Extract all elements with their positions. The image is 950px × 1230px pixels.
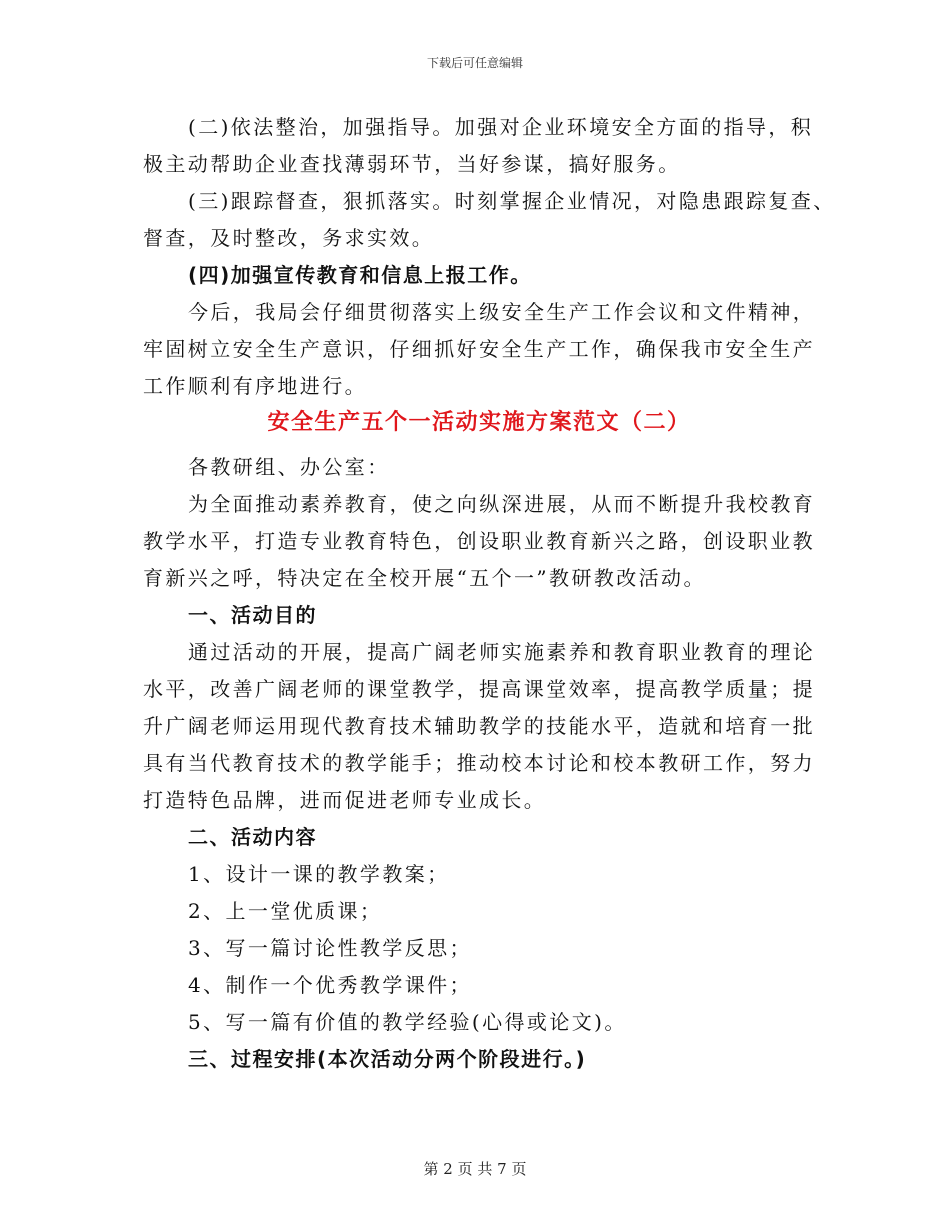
list-item: 5、写一篇有价值的教学经验(心得或论文)。 xyxy=(188,1010,627,1034)
heading-process: 三、过程安排(本次活动分两个阶段进行。) xyxy=(188,1047,587,1071)
paragraph-line: 为全面推动素养教育，使之向纵深进展，从而不断提升我校教育 xyxy=(188,492,816,516)
paragraph-line: 牢固树立安全生产意识，仔细抓好安全生产工作，确保我市安全生产 xyxy=(143,337,815,361)
list-item: 3、写一篇讨论性教学反思； xyxy=(188,936,472,960)
paragraph-line: (三)跟踪督查，狠抓落实。时刻掌握企业情况，对隐患跟踪复查、 xyxy=(188,189,836,213)
paragraph-line: 打造特色品牌，进而促进老师专业成长。 xyxy=(143,788,547,812)
page-footer: 第 2 页 共 7 页 xyxy=(423,1160,527,1178)
paragraph-line: 今后，我局会仔细贯彻落实上级安全生产工作会议和文件精神， xyxy=(188,300,816,324)
paragraph-line: (二)依法整治，加强指导。加强对企业环境安全方面的指导，积 xyxy=(188,115,814,139)
page-header: 下载后可任意编辑 xyxy=(426,56,523,70)
paragraph-line: 工作顺利有序地进行。 xyxy=(143,374,367,398)
heading-content: 二、活动内容 xyxy=(188,825,317,849)
subheading: (四)加强宣传教育和信息上报工作。 xyxy=(188,263,532,287)
paragraph-line: 升广阔老师运用现代教育技术辅助教学的技能水平，造就和培育一批 xyxy=(143,714,815,738)
paragraph-line: 极主动帮助企业查找薄弱环节，当好参谋，搞好服务。 xyxy=(143,152,681,176)
paragraph-line: 督查，及时整改，务求实效。 xyxy=(143,226,435,250)
paragraph-line: 具有当代教育技术的教学能手；推动校本讨论和校本教研工作，努力 xyxy=(143,751,815,775)
addressee: 各教研组、办公室： xyxy=(188,455,390,479)
section-title: 安全生产五个一活动实施方案范文（二） xyxy=(267,410,691,435)
paragraph-line: 通过活动的开展，提高广阔老师实施素养和教育职业教育的理论 xyxy=(188,640,816,664)
heading-goal: 一、活动目的 xyxy=(188,603,317,627)
list-item: 4、制作一个优秀教学课件； xyxy=(188,973,472,997)
paragraph-line: 育新兴之呼，特决定在全校开展“五个一”教研教改活动。 xyxy=(143,566,706,590)
list-item: 1、设计一课的教学教案； xyxy=(188,862,450,886)
paragraph-line: 教学水平，打造专业教育特色，创设职业教育新兴之路，创设职业教 xyxy=(143,529,815,553)
list-item: 2、上一堂优质课； xyxy=(188,899,383,923)
paragraph-line: 水平，改善广阔老师的课堂教学，提高课堂效率，提高教学质量；提 xyxy=(143,677,815,701)
